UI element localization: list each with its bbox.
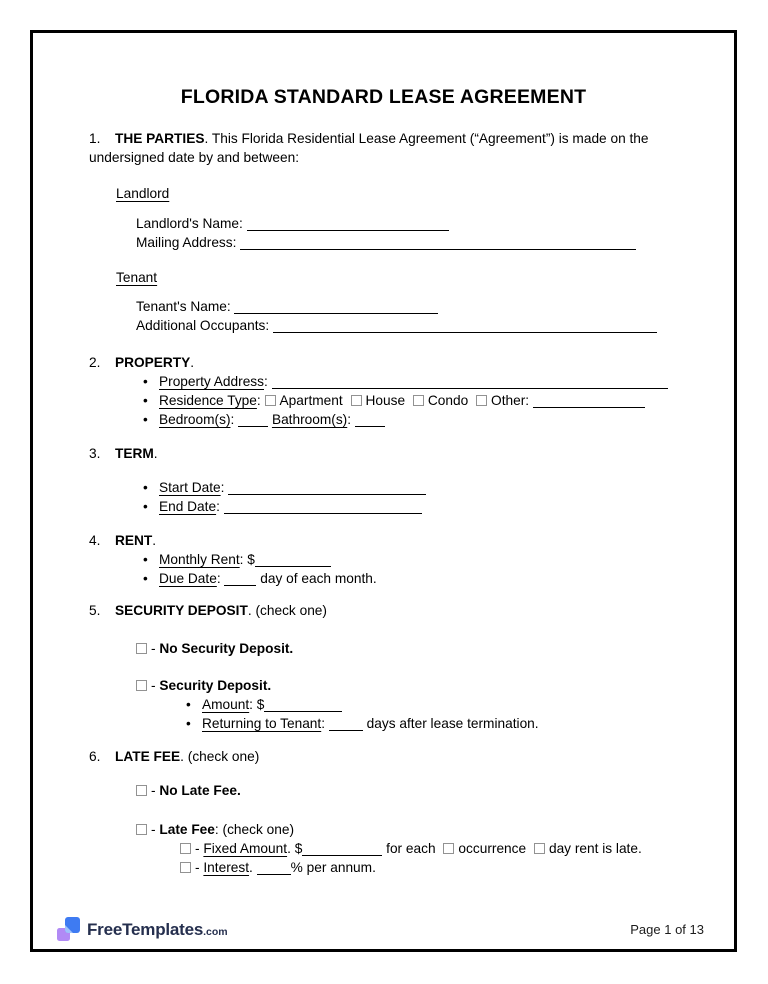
page-number: Page 1 of 13 [630, 922, 704, 937]
tenant-name-label: Tenant's Name: [136, 299, 231, 314]
section-4-title: RENT [115, 533, 153, 548]
other-blank[interactable] [533, 394, 645, 408]
interest-line: - Interest. % per annum. [180, 858, 700, 877]
no-security-deposit-checkbox[interactable] [136, 643, 147, 654]
no-late-fee-checkbox[interactable] [136, 785, 147, 796]
residence-apartment-checkbox[interactable] [265, 395, 276, 406]
tenant-name-blank[interactable] [234, 300, 438, 314]
section-1-body: . This Florida Residential Lease Agreement (“Agreement”) is made on the undersigned date by and between: [89, 131, 649, 165]
bedrooms-blank[interactable] [238, 413, 268, 427]
returning-days-blank[interactable] [329, 717, 363, 731]
day-rent-late-checkbox[interactable] [534, 843, 545, 854]
blue-document-shape [65, 917, 80, 933]
additional-occupants-line [136, 316, 700, 335]
security-deposit-line: - Security Deposit. [136, 676, 700, 695]
bedrooms-label: Bedroom(s) [159, 412, 231, 427]
no-security-deposit-line: - No Security Deposit. [136, 639, 700, 658]
section-5-title: SECURITY DEPOSIT [115, 603, 248, 618]
returning-suffix: days after lease termination. [366, 716, 539, 731]
late-fee-tail: : (check one) [214, 822, 295, 837]
section-3-title: TERM [115, 446, 154, 461]
no-late-fee-label: No Late Fee. [159, 783, 241, 798]
for-each-text: for each [386, 841, 436, 856]
late-fee-checkbox[interactable] [136, 824, 147, 835]
day-rent-late-label: day rent is late. [548, 841, 642, 856]
landlord-name-line [136, 214, 700, 233]
dollar-sign: $ [294, 841, 303, 856]
apartment-option-label: Apartment [279, 393, 343, 408]
monthly-rent-blank[interactable] [255, 553, 331, 567]
residence-house-checkbox[interactable] [351, 395, 362, 406]
other-option-label: Other: [491, 393, 530, 408]
late-fee-label: Late Fee [159, 822, 215, 837]
freetemplates-logo-icon [57, 917, 80, 942]
section-5-number: 5. [89, 603, 101, 618]
monthly-rent-label: Monthly Rent [159, 552, 240, 567]
start-date-line: • Start Date: [159, 478, 700, 497]
section-3-heading: 3. TERM. [89, 446, 158, 461]
section-2-title: PROPERTY [115, 355, 191, 370]
residence-condo-checkbox[interactable] [413, 395, 424, 406]
section-4-number: 4. [89, 533, 101, 548]
section-5-note: . (check one) [247, 603, 327, 618]
interest-checkbox[interactable] [180, 862, 191, 873]
security-deposit-checkbox[interactable] [136, 680, 147, 691]
landlord-name-blank[interactable] [247, 217, 449, 231]
occurrence-checkbox[interactable] [443, 843, 454, 854]
fixed-amount-line: - Fixed Amount. $ for each occurrence day rent is late. [180, 839, 700, 858]
section-6-title: LATE FEE [115, 749, 181, 764]
landlord-name-label: Landlord's Name: [136, 216, 243, 231]
document-content [33, 33, 734, 877]
page-title: FLORIDA STANDARD LEASE AGREEMENT [180, 86, 587, 108]
bathrooms-label: Bathroom(s) [271, 412, 348, 427]
document-page [30, 30, 737, 952]
section-3-number: 3. [89, 446, 101, 461]
section-6-heading [89, 747, 700, 766]
start-date-blank[interactable] [228, 481, 426, 495]
due-date-label: Due Date [159, 571, 217, 586]
interest-rate-blank[interactable] [257, 861, 291, 875]
section-2-number: 2. [89, 355, 101, 370]
property-address-label: Property Address [159, 374, 264, 389]
deposit-amount-label: Amount [202, 697, 250, 712]
section-6-number: 6. [89, 749, 101, 764]
fixed-amount-blank[interactable] [302, 842, 382, 856]
deposit-amount-line: • Amount: $ [202, 695, 700, 714]
end-date-line: • End Date: [159, 497, 700, 516]
returning-to-tenant-label: Returning to Tenant [202, 716, 322, 731]
section-6-note: . (check one) [180, 749, 260, 764]
fixed-amount-label: Fixed Amount [203, 841, 288, 856]
returning-to-tenant-line: • Returning to Tenant: days after lease termination. [202, 714, 700, 733]
end-date-blank[interactable] [224, 500, 422, 514]
section-1-paragraph [89, 129, 700, 167]
end-date-label: End Date [159, 499, 217, 514]
due-date-suffix: day of each month. [260, 571, 377, 586]
landlord-heading: Landlord [116, 186, 170, 201]
residence-type-label: Residence Type [159, 393, 257, 408]
freetemplates-logo [57, 917, 228, 942]
mailing-address-blank[interactable] [240, 236, 636, 250]
no-late-fee-line: - No Late Fee. [136, 781, 700, 800]
additional-occupants-blank[interactable] [273, 319, 657, 333]
monthly-rent-line: • Monthly Rent: $ [159, 550, 700, 569]
deposit-amount-blank[interactable] [264, 698, 342, 712]
security-deposit-label: Security Deposit. [159, 678, 272, 693]
fixed-amount-checkbox[interactable] [180, 843, 191, 854]
brand-text: FreeTemplates.com [87, 919, 228, 939]
condo-option-label: Condo [427, 393, 469, 408]
residence-type-line: • Residence Type: Apartment House Condo Other: [159, 391, 700, 410]
tenant-heading: Tenant [116, 270, 158, 285]
due-date-line: • Due Date: day of each month. [159, 569, 700, 588]
late-fee-line: - Late Fee: (check one) [136, 820, 700, 839]
no-security-deposit-label: No Security Deposit. [159, 641, 294, 656]
section-1-title: THE PARTIES [115, 131, 205, 146]
bathrooms-blank[interactable] [355, 413, 385, 427]
section-2-heading: 2. PROPERTY. [89, 355, 195, 370]
dollar-sign: $ [247, 552, 255, 567]
section-4-heading: 4. RENT. [89, 533, 157, 548]
section-1-number: 1. [89, 131, 101, 146]
property-address-line: • Property Address: [159, 372, 700, 391]
residence-other-checkbox[interactable] [476, 395, 487, 406]
due-date-blank[interactable] [224, 572, 256, 586]
occurrence-label: occurrence [458, 841, 527, 856]
property-address-blank[interactable] [272, 375, 668, 389]
interest-label: Interest [203, 860, 250, 875]
mailing-address-label: Mailing Address: [136, 235, 237, 250]
bedrooms-bathrooms-line: • Bedroom(s): Bathroom(s): [159, 410, 700, 429]
start-date-label: Start Date [159, 480, 221, 495]
house-option-label: House [365, 393, 406, 408]
dollar-sign: $ [256, 697, 265, 712]
page-footer [57, 917, 704, 942]
tenant-name-line [136, 297, 700, 316]
section-5-heading [89, 601, 700, 620]
interest-suffix: % per annum. [290, 860, 376, 875]
mailing-address-line [136, 233, 700, 252]
additional-occupants-label: Additional Occupants: [136, 318, 270, 333]
